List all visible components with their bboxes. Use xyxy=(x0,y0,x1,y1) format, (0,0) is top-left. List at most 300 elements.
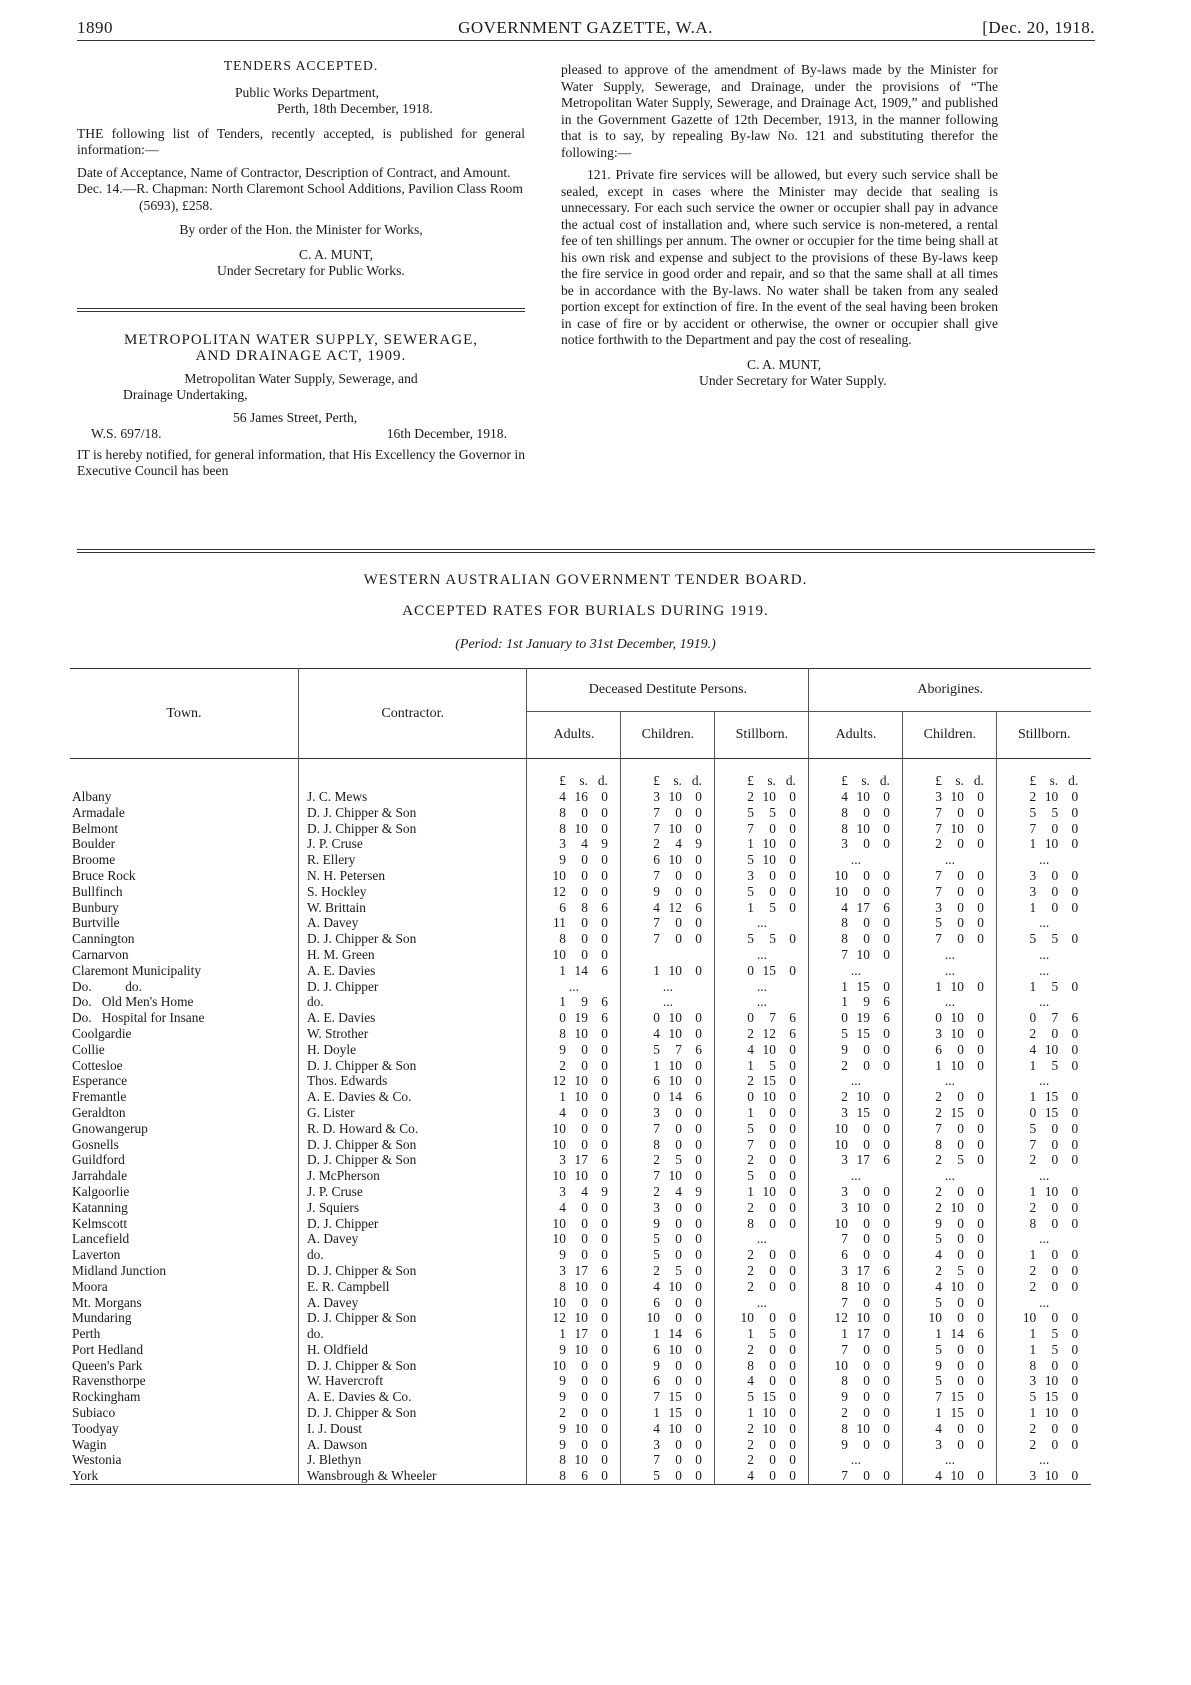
rate-value: ... xyxy=(903,852,997,868)
table-row xyxy=(70,1263,1091,1279)
contractor-name: W. Brittain xyxy=(298,900,526,916)
rate-value: 7 0 0 xyxy=(621,1452,715,1468)
water-act-address: 56 James Street, Perth, xyxy=(233,409,358,425)
town-name: Bullfinch xyxy=(72,883,123,899)
rate-value: 3 10 0 xyxy=(903,1026,997,1042)
currency-units: £ s. d. xyxy=(715,759,809,790)
rate-value: 2 5 0 xyxy=(903,1263,997,1279)
rate-value: 1 10 0 xyxy=(621,1058,715,1074)
rate-value: ... xyxy=(903,947,997,963)
water-act-signatory: C. A. MUNT, xyxy=(747,356,822,372)
rate-value: 0 19 6 xyxy=(809,1010,903,1026)
rate-value: 0 19 6 xyxy=(527,1010,621,1026)
rate-value: 2 0 0 xyxy=(997,1437,1091,1453)
rate-value: 10 0 0 xyxy=(527,1137,621,1153)
rate-value: 0 15 0 xyxy=(997,1105,1091,1121)
rate-value: 4 0 0 xyxy=(715,1468,809,1484)
rate-value: 7 10 0 xyxy=(621,821,715,837)
rate-value: 6 0 0 xyxy=(903,1042,997,1058)
rate-value: 2 0 0 xyxy=(809,1405,903,1421)
rate-value: 7 10 0 xyxy=(903,821,997,837)
tenders-place-date: Perth, 18th December, 1918. xyxy=(277,101,433,116)
table-row xyxy=(70,1342,1091,1358)
contractor-name: A. Davey xyxy=(298,915,526,931)
town-name: Queen's Park xyxy=(72,1357,143,1373)
rate-value: 9 0 0 xyxy=(527,1389,621,1405)
rate-value: 1 15 0 xyxy=(809,979,903,995)
town-name: Subiaco xyxy=(72,1405,116,1421)
rate-value: 1 10 0 xyxy=(997,1184,1091,1200)
rate-value: 10 0 0 xyxy=(809,1121,903,1137)
table-row xyxy=(70,789,1091,805)
rate-value: 3 0 0 xyxy=(715,868,809,884)
rate-value: 7 0 0 xyxy=(903,1121,997,1137)
table-row xyxy=(70,1358,1091,1374)
rate-value: 4 10 0 xyxy=(621,1026,715,1042)
rate-value: 9 0 0 xyxy=(809,1389,903,1405)
table-row xyxy=(70,1295,1091,1311)
town-name: Claremont Municipality xyxy=(72,962,202,978)
contractor-name: Thos. Edwards xyxy=(298,1073,526,1089)
table-row xyxy=(70,1389,1091,1405)
table-row xyxy=(70,1105,1091,1121)
rate-value: 2 10 0 xyxy=(715,1421,809,1437)
rate-value: 3 4 9 xyxy=(527,1184,621,1200)
col-aborigines-stillborn: Stillborn. xyxy=(997,712,1091,759)
tenders-order: By order of the Hon. the Minister for Works, xyxy=(179,222,423,237)
rate-value: 0 14 6 xyxy=(621,1089,715,1105)
town-name: Katanning xyxy=(72,1199,128,1215)
contractor-name: D. J. Chipper & Son xyxy=(298,1152,526,1168)
water-act-intro: IT is hereby notified, for general information, that His Excellency the Governor in Executive Council has been xyxy=(77,446,525,478)
contractor-name: do. xyxy=(298,1326,526,1342)
town-name: Armadale xyxy=(72,804,125,820)
town-name: Jarrahdale xyxy=(72,1168,128,1184)
water-act-ref: W.S. 697/18. xyxy=(91,426,162,441)
contractor-name: I. J. Doust xyxy=(298,1421,526,1437)
rate-value: 6 0 0 xyxy=(809,1247,903,1263)
rate-value: 2 0 0 xyxy=(997,1279,1091,1295)
water-act-continuation: pleased to approve of the amendment of By-laws made by the Minister for Water Supply, Sewerage, and Drainage, under the provisions of “The Metropolitan Water Supply, Sewerage, and Drainage Act, 1909,” and published in the Government Gazette of 12th December, 1913, in the manner following that is to say, by repealing By-law No. 121 and substituting therefor the following:— xyxy=(561,62,998,160)
town-name: Bunbury xyxy=(72,899,119,915)
rate-value: 8 0 0 xyxy=(715,1358,809,1374)
rate-value: ... xyxy=(903,994,997,1010)
town-name: Guildford xyxy=(72,1152,125,1168)
rate-value: 5 0 0 xyxy=(903,1373,997,1389)
town-name: Fremantle xyxy=(72,1089,127,1105)
rate-value: 10 0 0 xyxy=(527,1231,621,1247)
town-name: Mt. Morgans xyxy=(72,1294,142,1310)
rate-value: 2 0 0 xyxy=(903,836,997,852)
contractor-name: A. Dawson xyxy=(298,1437,526,1453)
rate-value: 2 0 0 xyxy=(715,1437,809,1453)
col-destitute-stillborn: Stillborn. xyxy=(715,712,809,759)
rate-value: 2 0 0 xyxy=(715,1263,809,1279)
table-row xyxy=(70,1010,1091,1026)
rate-value: 9 0 0 xyxy=(621,884,715,900)
town-name: Kelmscott xyxy=(72,1215,128,1231)
table-row xyxy=(70,805,1091,821)
full-width-divider xyxy=(77,549,1095,553)
rate-value: ... xyxy=(809,852,903,868)
rate-value: 8 0 0 xyxy=(621,1137,715,1153)
rate-value: 4 16 0 xyxy=(527,789,621,805)
rate-value: 12 10 0 xyxy=(809,1310,903,1326)
contractor-name: J. C. Mews xyxy=(298,789,526,805)
town-name: Do. Hospital for Insane xyxy=(72,1010,205,1026)
rate-value: 2 5 0 xyxy=(621,1152,715,1168)
contractor-name: H. Doyle xyxy=(298,1042,526,1058)
rate-value: 8 0 0 xyxy=(997,1216,1091,1232)
rate-value: 7 0 0 xyxy=(809,1231,903,1247)
table-row xyxy=(70,1310,1091,1326)
rate-value: 5 0 0 xyxy=(715,884,809,900)
rate-value: 10 0 0 xyxy=(527,1121,621,1137)
rate-value: 1 5 0 xyxy=(997,1342,1091,1358)
rate-value: 2 0 0 xyxy=(715,1152,809,1168)
rate-value: 4 0 0 xyxy=(527,1105,621,1121)
rate-value: 1 5 0 xyxy=(715,900,809,916)
rate-value: 4 10 0 xyxy=(715,1042,809,1058)
rate-value: 5 5 0 xyxy=(715,805,809,821)
rate-value: 1 5 0 xyxy=(997,1326,1091,1342)
rate-value: 1 5 0 xyxy=(997,1058,1091,1074)
rate-value: 9 0 0 xyxy=(527,852,621,868)
table-row xyxy=(70,1468,1091,1484)
currency-units: £ s. d. xyxy=(527,759,621,790)
town-name: Westonia xyxy=(72,1452,122,1468)
town-name: Albany xyxy=(72,789,112,804)
rate-value: 12 10 0 xyxy=(527,1310,621,1326)
town-name: Ravensthorpe xyxy=(72,1373,146,1389)
right-column xyxy=(561,62,998,390)
table-row xyxy=(70,1200,1091,1216)
rate-value: 4 10 0 xyxy=(621,1279,715,1295)
rate-value: 3 0 0 xyxy=(903,1437,997,1453)
rate-value: 2 15 0 xyxy=(715,1073,809,1089)
table-row xyxy=(70,868,1091,884)
burial-rates-table xyxy=(70,668,1091,1485)
water-act-heading: METROPOLITAN WATER SUPPLY, SEWERAGE, xyxy=(123,331,478,348)
rate-value: 10 0 0 xyxy=(809,1358,903,1374)
table-row xyxy=(70,900,1091,916)
rate-value: 0 7 6 xyxy=(715,1010,809,1026)
rate-value: 8 0 0 xyxy=(809,1373,903,1389)
town-name: Cannington xyxy=(72,931,135,947)
table-row xyxy=(70,836,1091,852)
contractor-name: N. H. Petersen xyxy=(298,868,526,884)
rate-value: ... xyxy=(715,915,809,931)
contractor-name: D. J. Chipper xyxy=(298,979,526,995)
rate-value: 8 10 0 xyxy=(527,821,621,837)
rate-value xyxy=(621,947,715,963)
table-row xyxy=(70,994,1091,1010)
rate-value: 1 15 0 xyxy=(903,1405,997,1421)
rate-value: 8 0 0 xyxy=(715,1216,809,1232)
rate-value: 9 0 0 xyxy=(527,1247,621,1263)
contractor-name: do. xyxy=(298,994,526,1010)
rate-value: ... xyxy=(997,1295,1091,1311)
rate-value: 8 10 0 xyxy=(809,1421,903,1437)
rate-value: ... xyxy=(715,1295,809,1311)
town-name: Bruce Rock xyxy=(72,867,136,883)
rate-value: 2 4 9 xyxy=(621,836,715,852)
rate-value: 6 10 0 xyxy=(621,1073,715,1089)
rate-value: 9 0 0 xyxy=(809,1042,903,1058)
rate-value: 7 0 0 xyxy=(621,931,715,947)
contractor-name: D. J. Chipper & Son xyxy=(298,821,526,837)
rate-value: 3 0 0 xyxy=(621,1200,715,1216)
rate-value: 7 10 0 xyxy=(621,1168,715,1184)
town-name: Toodyay xyxy=(72,1420,119,1436)
table-row xyxy=(70,852,1091,868)
rate-value: 7 0 0 xyxy=(715,821,809,837)
tenders-columns-note: Date of Acceptance, Name of Contractor, Description of Contract, and Amount. xyxy=(77,164,511,180)
contractor-name: D. J. Chipper & Son xyxy=(298,1263,526,1279)
rate-value: 12 0 0 xyxy=(527,884,621,900)
rate-value: 7 0 0 xyxy=(621,868,715,884)
gazette-title: GOVERNMENT GAZETTE, W.A. xyxy=(458,18,713,37)
rate-value: 1 10 0 xyxy=(715,1405,809,1421)
rate-value: 10 0 0 xyxy=(997,1310,1091,1326)
rate-value: 5 0 0 xyxy=(715,1168,809,1184)
rate-value: 8 0 0 xyxy=(809,915,903,931)
col-aborigines-children: Children. xyxy=(903,712,997,759)
rate-value: 10 0 0 xyxy=(527,1216,621,1232)
contractor-name: Wansbrough & Wheeler xyxy=(298,1468,526,1484)
rate-value: 7 0 0 xyxy=(809,1468,903,1484)
col-destitute-children: Children. xyxy=(621,712,715,759)
table-row xyxy=(70,931,1091,947)
rate-value: ... xyxy=(715,947,809,963)
rate-value: 8 10 0 xyxy=(527,1026,621,1042)
rate-value: ... xyxy=(997,1452,1091,1468)
contractor-name: J. McPherson xyxy=(298,1168,526,1184)
rate-value: 1 0 0 xyxy=(997,1247,1091,1263)
town-name: Laverton xyxy=(72,1247,121,1263)
rate-value: ... xyxy=(903,1073,997,1089)
table-row xyxy=(70,1058,1091,1074)
rate-value: 7 0 0 xyxy=(809,1342,903,1358)
rate-value: 8 10 0 xyxy=(809,1279,903,1295)
rate-value: 3 0 0 xyxy=(621,1437,715,1453)
rate-value: 4 10 0 xyxy=(809,789,903,805)
rate-value: 4 0 0 xyxy=(715,1373,809,1389)
rate-value: 8 10 0 xyxy=(809,821,903,837)
rate-value: 1 10 0 xyxy=(715,836,809,852)
tenders-signatory-title: Under Secretary for Public Works. xyxy=(217,263,405,278)
contractor-name: H. Oldfield xyxy=(298,1342,526,1358)
col-aborigines-adults: Adults. xyxy=(809,712,903,759)
contractor-name: E. R. Campbell xyxy=(298,1279,526,1295)
town-name: Wagin xyxy=(72,1436,107,1452)
table-row xyxy=(70,1437,1091,1453)
rate-value: 7 0 0 xyxy=(621,915,715,931)
rate-value: ... xyxy=(997,994,1091,1010)
rate-value: 8 0 0 xyxy=(527,931,621,947)
col-destitute-adults: Adults. xyxy=(527,712,621,759)
rate-value: 2 0 0 xyxy=(715,1452,809,1468)
rate-value: 9 0 0 xyxy=(527,1437,621,1453)
rate-value: 10 0 0 xyxy=(527,868,621,884)
rate-value: ... xyxy=(715,1231,809,1247)
rate-value: 7 0 0 xyxy=(903,884,997,900)
rate-value: 2 0 0 xyxy=(715,1247,809,1263)
rate-value: 9 0 0 xyxy=(621,1358,715,1374)
rate-value: 11 0 0 xyxy=(527,915,621,931)
rate-value: 2 0 0 xyxy=(997,1421,1091,1437)
rate-value: 2 0 0 xyxy=(527,1405,621,1421)
contractor-name: J. Squiers xyxy=(298,1200,526,1216)
rate-value: 5 7 6 xyxy=(621,1042,715,1058)
rate-value: 0 10 0 xyxy=(903,1010,997,1026)
rate-value: 1 0 0 xyxy=(715,1105,809,1121)
rate-value: 8 0 0 xyxy=(997,1358,1091,1374)
rate-value: 0 7 6 xyxy=(997,1010,1091,1026)
rate-value: 2 0 0 xyxy=(997,1263,1091,1279)
rate-value: 2 0 0 xyxy=(809,1058,903,1074)
rate-value: 7 0 0 xyxy=(903,805,997,821)
table-row xyxy=(70,1326,1091,1342)
rate-value: 2 0 0 xyxy=(903,1089,997,1105)
rate-value: 10 0 0 xyxy=(903,1310,997,1326)
rate-value: 9 10 0 xyxy=(527,1421,621,1437)
contractor-name: D. J. Chipper & Son xyxy=(298,805,526,821)
rate-value: 4 10 0 xyxy=(621,1421,715,1437)
town-name: Gnowangerup xyxy=(72,1120,148,1136)
contractor-name: do. xyxy=(298,1247,526,1263)
header-rule xyxy=(77,40,1095,41)
rate-value: 7 15 0 xyxy=(903,1389,997,1405)
rate-value: 5 10 0 xyxy=(715,852,809,868)
contractor-name: W. Strother xyxy=(298,1026,526,1042)
rate-value: 2 12 6 xyxy=(715,1026,809,1042)
rate-value: ... xyxy=(903,963,997,979)
town-name: Midland Junction xyxy=(72,1262,167,1278)
rate-value: 4 10 0 xyxy=(903,1468,997,1484)
rate-value: 10 0 0 xyxy=(809,884,903,900)
rate-value: 4 0 0 xyxy=(527,1200,621,1216)
rate-value: 2 4 9 xyxy=(621,1184,715,1200)
town-name: Mundaring xyxy=(72,1310,132,1326)
rate-value: 3 17 6 xyxy=(527,1152,621,1168)
contractor-name: A. Davey xyxy=(298,1295,526,1311)
rate-value: 6 10 0 xyxy=(621,1342,715,1358)
rate-value: 5 0 0 xyxy=(903,1295,997,1311)
rate-value: ... xyxy=(903,1452,997,1468)
rate-value: 3 0 0 xyxy=(621,1105,715,1121)
rate-value: 2 15 0 xyxy=(903,1105,997,1121)
rate-value: 7 15 0 xyxy=(621,1389,715,1405)
water-act-sub: Metropolitan Water Supply, Sewerage, and xyxy=(184,370,418,386)
rate-value: 5 5 0 xyxy=(997,931,1091,947)
rate-value: 5 5 0 xyxy=(715,931,809,947)
rate-value: 1 15 0 xyxy=(997,1089,1091,1105)
rate-value: 8 0 0 xyxy=(903,1137,997,1153)
rate-value: 2 0 0 xyxy=(997,1152,1091,1168)
rate-value: 10 0 0 xyxy=(809,1216,903,1232)
rate-value: ... xyxy=(997,1168,1091,1184)
rate-value: ... xyxy=(809,1168,903,1184)
table-row xyxy=(70,1247,1091,1263)
rate-value: 9 0 0 xyxy=(527,1042,621,1058)
rate-value: 3 10 0 xyxy=(903,789,997,805)
town-name: Lancefield xyxy=(72,1231,130,1247)
rate-value: 1 14 6 xyxy=(527,963,621,979)
rate-value: 5 15 0 xyxy=(997,1389,1091,1405)
rate-value: 2 0 0 xyxy=(997,1200,1091,1216)
rate-value: 10 0 0 xyxy=(715,1310,809,1326)
contractor-name: H. M. Green xyxy=(298,947,526,963)
col-contractor: Contractor. xyxy=(298,669,526,759)
rate-value: 5 0 0 xyxy=(903,1231,997,1247)
rate-value: 8 10 0 xyxy=(527,1279,621,1295)
rate-value: 3 10 0 xyxy=(997,1468,1091,1484)
tenders-intro: THE following list of Tenders, recently accepted, is published for general information:— xyxy=(77,125,525,157)
rate-value: 2 0 0 xyxy=(903,1184,997,1200)
rate-value: ... xyxy=(527,979,621,995)
rate-value: 4 0 0 xyxy=(903,1247,997,1263)
table-row xyxy=(70,1279,1091,1295)
rate-value: 3 17 6 xyxy=(809,1263,903,1279)
rate-value: 3 15 0 xyxy=(809,1105,903,1121)
rate-value: 1 10 0 xyxy=(903,979,997,995)
town-name: Gosnells xyxy=(72,1136,119,1152)
bylaw-121: 121. Private fire services will be allowed, but every such service shall be sealed, except in cases where the Minister may decide that sealing is unnecessary. For each such service the owner or occupier shall pay in advance the actual cost of installation and, where such service is non-metered, a rental fee of ten shillings per annum. The owner or occupier for the time being shall at his own risk and expense and subject to the provisions of these By-laws keep the fire service in good order and repair, and so that the same shall at all times be in accordance with the By-laws. No water shall be taken from any sealed portion except for extinction of fire. In the event of the seal having been broken in case of fire or by accident or otherwise, the owner or occupier shall give notice forthwith to the Department and pay the cost of resealing. xyxy=(561,167,998,347)
table-row xyxy=(70,884,1091,900)
group-destitute: Deceased Destitute Persons. xyxy=(527,669,809,712)
rate-value: 1 10 0 xyxy=(903,1058,997,1074)
rate-value: ... xyxy=(715,994,809,1010)
rate-value: 1 0 0 xyxy=(997,900,1091,916)
rate-value: 2 10 0 xyxy=(715,789,809,805)
table-row xyxy=(70,1405,1091,1421)
contractor-name: D. J. Chipper & Son xyxy=(298,931,526,947)
rate-value: 5 0 0 xyxy=(621,1231,715,1247)
rate-value: 1 14 6 xyxy=(903,1326,997,1342)
rate-value: 3 0 0 xyxy=(903,900,997,916)
currency-units: £ s. d. xyxy=(621,759,715,790)
town-name: Broome xyxy=(72,852,116,868)
currency-units: £ s. d. xyxy=(997,759,1091,790)
rate-value: 8 0 0 xyxy=(527,805,621,821)
contractor-name: D. J. Chipper xyxy=(298,1216,526,1232)
issue-date: [Dec. 20, 1918. xyxy=(982,18,1095,37)
tender-board-period: (Period: 1st January to 31st December, 1919.) xyxy=(455,637,716,652)
rate-value: 2 0 0 xyxy=(715,1279,809,1295)
rate-value: 1 10 0 xyxy=(715,1184,809,1200)
rate-value: 3 4 9 xyxy=(527,836,621,852)
rate-value: 1 15 0 xyxy=(621,1405,715,1421)
rate-value: 5 15 0 xyxy=(809,1026,903,1042)
town-name: Do. do. xyxy=(72,978,142,994)
rate-value: 10 0 0 xyxy=(621,1310,715,1326)
rate-value: ... xyxy=(621,979,715,995)
rate-value: 2 5 0 xyxy=(903,1152,997,1168)
rate-value: 1 5 0 xyxy=(715,1326,809,1342)
rate-value: 7 0 0 xyxy=(903,868,997,884)
water-act-signatory-title: Under Secretary for Water Supply. xyxy=(699,373,887,388)
rate-value: 7 10 0 xyxy=(809,947,903,963)
table-row xyxy=(70,979,1091,995)
rate-value: 1 9 6 xyxy=(527,994,621,1010)
rate-value: 2 0 0 xyxy=(997,1026,1091,1042)
rate-value: 6 0 0 xyxy=(621,1295,715,1311)
col-town: Town. xyxy=(166,705,202,721)
rate-value: 1 10 0 xyxy=(997,1405,1091,1421)
rate-value: ... xyxy=(715,979,809,995)
rate-value: 2 0 0 xyxy=(715,1342,809,1358)
